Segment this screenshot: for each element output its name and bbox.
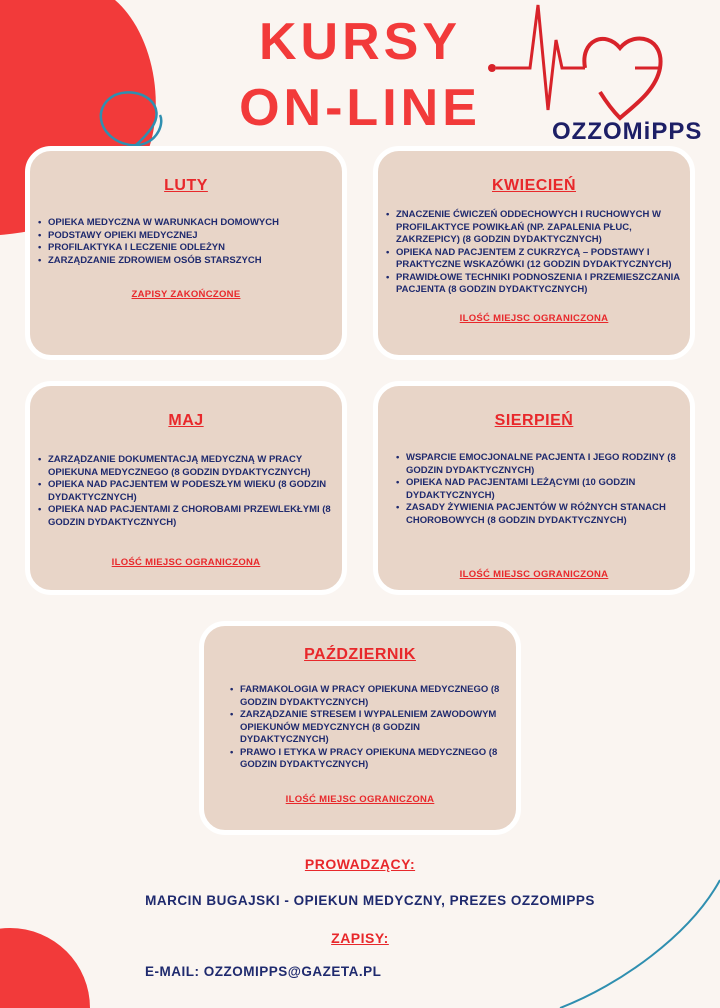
enrollment-status: ILOŚĆ MIEJSC OGRANICZONA bbox=[285, 793, 435, 805]
list-item: • OPIEKA NAD PACJENTEM W PODESZŁYM WIEKU (8 GODZIN DYDAKTYCZNYCH) bbox=[42, 479, 332, 504]
list-item: • WSPARCIE EMOCJONALNE PACJENTA I JEGO RODZINY (8 GODZIN DYDAKTYCZNYCH) bbox=[400, 452, 680, 477]
course-list bbox=[30, 217, 342, 267]
course-card-sierpien bbox=[373, 381, 695, 595]
card-title: PAŹDZIERNIK bbox=[304, 646, 416, 663]
card-title: KWIECIEŃ bbox=[492, 177, 576, 194]
title-line-2: ON-LINE bbox=[239, 79, 481, 137]
instructor-label: PROWADZĄCY: bbox=[304, 856, 416, 872]
card-title: LUTY bbox=[164, 177, 208, 194]
enrollment-status: ILOŚĆ MIEJSC OGRANICZONA bbox=[111, 557, 261, 568]
list-item: • ZASADY ŻYWIENIA PACJENTÓW W RÓŻNYCH STANACH CHOROBOWYCH (8 GODZIN DYDAKTYCZNYCH) bbox=[400, 502, 680, 527]
list-item: • ZARZĄDZANIE DOKUMENTACJĄ MEDYCZNĄ W PRACY OPIEKUNA MEDYCZNEGO (8 GODZIN DYDAKTYCZNYCH) bbox=[42, 454, 332, 479]
card-title: MAJ bbox=[168, 412, 204, 429]
course-list bbox=[378, 452, 690, 527]
signup-label: ZAPISY: bbox=[331, 930, 389, 946]
course-list bbox=[378, 209, 690, 297]
course-list bbox=[30, 454, 342, 529]
contact-email[interactable]: E-MAIL: OZZOMIPPS@GAZETA.PL bbox=[145, 964, 382, 979]
list-item: • OPIEKA NAD PACJENTAMI Z CHOROBAMI PRZEWLEKŁYMI (8 GODZIN DYDAKTYCZNYCH) bbox=[42, 504, 332, 529]
course-list bbox=[204, 684, 516, 772]
list-item: • OPIEKA NAD PACJENTEM Z CUKRZYCĄ – PODSTAWY I PRAKTYCZNE WSKAZÓWKI (12 GODZIN DYDAKTYCZNYCH) bbox=[390, 247, 684, 272]
course-card-luty bbox=[25, 146, 347, 360]
instructor-name: MARCIN BUGAJSKI - OPIEKUN MEDYCZNY, PREZES OZZOMIPPS bbox=[145, 893, 595, 908]
list-item: • PRAWIDŁOWE TECHNIKI PODNOSZENIA I PRZEMIESZCZANIA PACJENTA (8 GODZIN DYDAKTYCZNYCH) bbox=[390, 272, 684, 297]
list-item: • ZARZĄDZANIE ZDROWIEM OSÓB STARSZYCH bbox=[42, 255, 342, 268]
enrollment-status: ILOŚĆ MIEJSC OGRANICZONA bbox=[459, 569, 609, 580]
course-card-kwiecien bbox=[373, 146, 695, 360]
list-item: • OPIEKA MEDYCZNA W WARUNKACH DOMOWYCH bbox=[42, 217, 342, 230]
list-item: • ZARZĄDZANIE STRESEM I WYPALENIEM ZAWODOWYM OPIEKUNÓW MEDYCZNYCH (8 GODZIN DYDAKTYCZNYCH) bbox=[234, 709, 502, 747]
card-title: SIERPIEŃ bbox=[494, 412, 574, 429]
course-card-maj bbox=[25, 381, 347, 595]
course-card-pazdziernik bbox=[199, 621, 521, 835]
list-item: • OPIEKA NAD PACJENTAMI LEŻĄCYMI (10 GODZIN DYDAKTYCZNYCH) bbox=[400, 477, 680, 502]
enrollment-status: ZAPISY ZAKOŃCZONE bbox=[131, 289, 241, 300]
list-item: • PROFILAKTYKA I LECZENIE ODLEŻYN bbox=[42, 242, 342, 255]
logo-text: OZZOMiPPS bbox=[552, 118, 703, 145]
list-item: • PRAWO I ETYKA W PRACY OPIEKUNA MEDYCZNEGO (8 GODZIN DYDAKTYCZNYCH) bbox=[234, 747, 502, 772]
list-item: • ZNACZENIE ĆWICZEŃ ODDECHOWYCH I RUCHOWYCH W PROFILAKTYCE POWIKŁAŃ (NP. ZAPALENIA PŁUC, ZAKRZEPICY) (8 GODZIN DYDAKTYCZNYCH) bbox=[390, 209, 684, 247]
title-line-1: KURSY bbox=[258, 13, 462, 71]
list-item: • PODSTAWY OPIEKI MEDYCZNEJ bbox=[42, 230, 342, 243]
list-item: • FARMAKOLOGIA W PRACY OPIEKUNA MEDYCZNEGO (8 GODZIN DYDAKTYCZNYCH) bbox=[234, 684, 502, 709]
enrollment-status: ILOŚĆ MIEJSC OGRANICZONA bbox=[459, 312, 609, 324]
